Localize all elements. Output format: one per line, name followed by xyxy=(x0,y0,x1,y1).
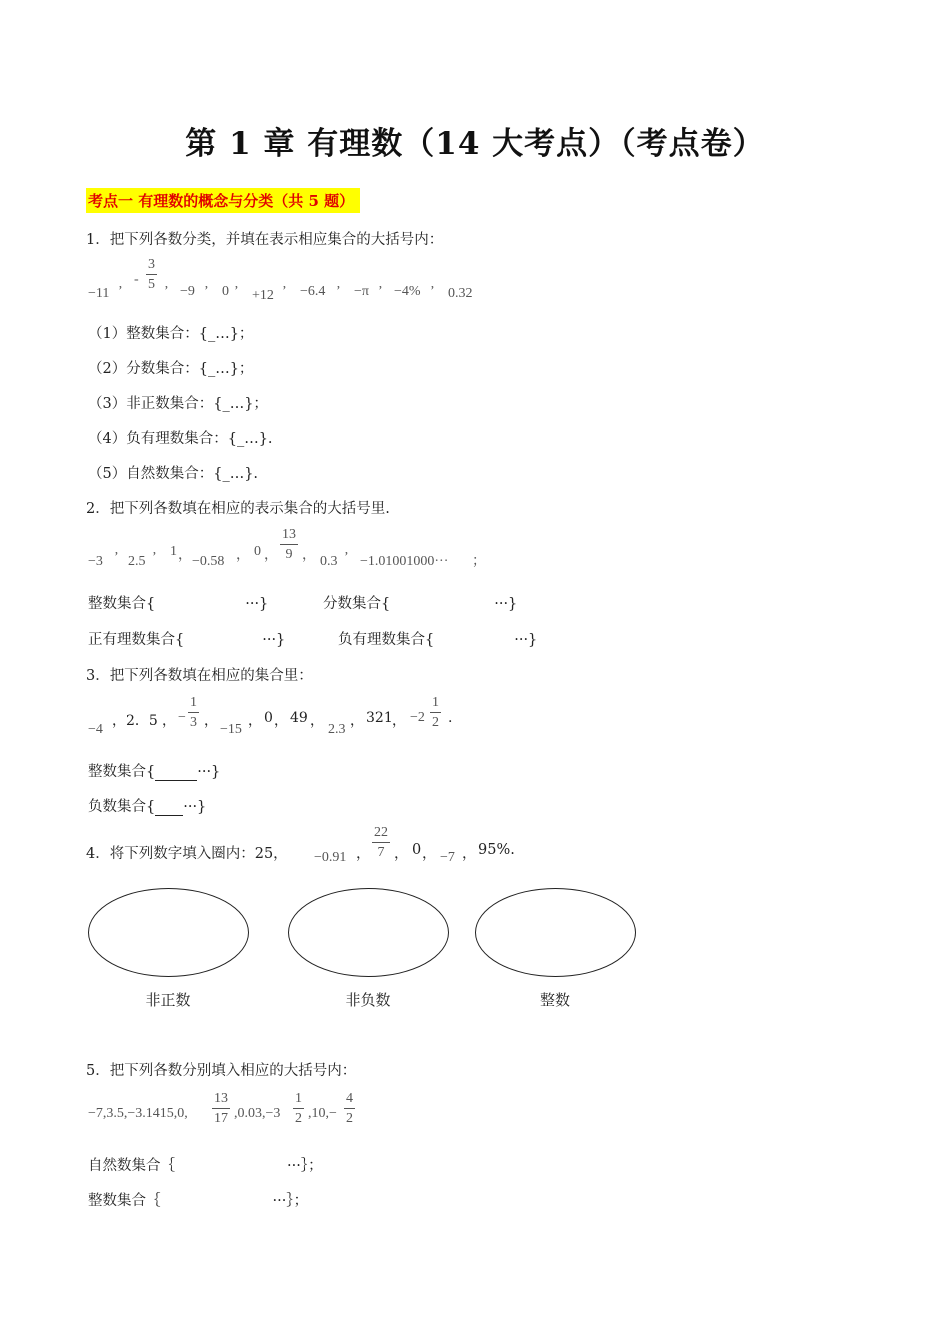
q2-num-a: −3 xyxy=(88,554,103,569)
q4-comma: ， xyxy=(462,846,477,862)
q3-comma: ， xyxy=(392,713,406,729)
q4-num-c: 0 xyxy=(412,842,422,858)
q2-num-h: −1.01001000··· xyxy=(360,554,449,569)
q2-num-b: 2.5 xyxy=(128,554,146,569)
q3-stem: 3．把下列各数填在相应的集合里： xyxy=(86,668,313,684)
q3-num-a: −4 xyxy=(88,722,103,737)
q4-num-a: −0.91 xyxy=(314,850,347,865)
q2-num-f-fraction xyxy=(280,528,298,562)
q5-stem: 5．把下列各数分别填入相应的大括号内： xyxy=(86,1063,357,1079)
q2-num-f-denominator: 9 xyxy=(285,547,293,562)
q2-end: ； xyxy=(472,554,486,569)
q5-fraction-2-denominator: 2 xyxy=(295,1111,302,1126)
q3-integer-set xyxy=(88,760,220,781)
q3-negative-set-label: 负数集合{ xyxy=(88,799,156,815)
q3-negative-set xyxy=(88,795,206,816)
q2-negative-set-label: 负有理数集合{ xyxy=(338,632,435,648)
q5-fraction-3-denominator: 2 xyxy=(346,1111,353,1126)
q1-item-2: （2）分数集合：{_…}； xyxy=(88,361,254,377)
non-negative-label: 非负数 xyxy=(345,991,391,1009)
q3-num-c-fraction xyxy=(188,696,199,730)
q2-integer-set-label: 整数集合{ xyxy=(88,596,156,612)
q3-integer-set-end: ···} xyxy=(197,764,221,780)
q2-num-c: 1 xyxy=(170,544,177,559)
q3-integer-set-label: 整数集合{ xyxy=(88,764,156,780)
q3-end: . xyxy=(448,710,453,726)
q3-num-c-numerator: 1 xyxy=(188,696,199,713)
q1-num-d: 0 xyxy=(222,284,229,299)
q3-num-b: 2．5 xyxy=(126,713,158,729)
q3-num-c-denominator: 3 xyxy=(190,715,197,730)
q1-num-c: −9 xyxy=(180,284,195,299)
q2-sep: ’ xyxy=(114,550,119,565)
q5-part-1: −7,3.5,−3.1415,0, xyxy=(88,1106,188,1121)
q2-negative-set-end: ···} xyxy=(514,632,538,648)
q1-sep: ’ xyxy=(282,284,287,299)
q2-sep: ’ xyxy=(152,550,157,565)
q1-sep: ’ xyxy=(336,284,341,299)
q5-fraction-3-numerator: 4 xyxy=(344,1092,355,1109)
q2-num-g: 0.3 xyxy=(320,554,338,569)
q3-comma: ， xyxy=(274,713,288,729)
q5-fraction-2-numerator: 1 xyxy=(293,1092,304,1109)
q1-sep: ’ xyxy=(430,284,435,299)
q2-sep: ’ xyxy=(344,550,349,565)
q1-stem: 1．把下列各数分类，并填在表示相应集合的大括号内： xyxy=(86,232,444,248)
q3-num-i-numerator: 1 xyxy=(430,696,441,713)
q3-num-f: 49 xyxy=(290,710,308,726)
q3-num-c-sign: − xyxy=(178,710,186,725)
q4-stem: 4．将下列数字填入圈内：25， xyxy=(86,846,288,862)
q1-item-4: （4）负有理数集合：{_…}. xyxy=(88,431,273,447)
page-title: 第 1 章 有理数（14 大考点）（考点卷） xyxy=(185,126,765,162)
q1-item-1: （1）整数集合：{_…}； xyxy=(88,326,254,342)
q1-sep: ’ xyxy=(378,284,383,299)
q3-num-i-whole: −2 xyxy=(410,710,425,725)
q2-comma: ， xyxy=(236,548,250,563)
q4-comma: ， xyxy=(356,846,371,862)
q4-comma: ， xyxy=(422,846,437,862)
q3-comma: ， xyxy=(310,713,324,729)
q3-num-h: 321 xyxy=(366,710,393,726)
q5-integer-set-end: ···｝； xyxy=(272,1193,309,1209)
q3-comma: ， xyxy=(112,713,126,729)
q1-sep: ’ xyxy=(234,284,239,299)
q4-num-e: 95%. xyxy=(478,842,515,858)
q3-comma: ， xyxy=(350,713,364,729)
q5-fraction-2 xyxy=(293,1092,304,1126)
q2-comma: ， xyxy=(178,548,192,563)
section-heading: 考点一 有理数的概念与分类（共 5 题） xyxy=(86,188,360,213)
q4-num-b-numerator: 22 xyxy=(372,826,390,843)
q2-comma: ， xyxy=(264,548,278,563)
q1-num-b-sign: - xyxy=(134,272,139,287)
q4-num-d: −7 xyxy=(440,850,455,865)
q2-positive-set-end: ···} xyxy=(262,632,286,648)
q2-integer-set-end: ···} xyxy=(245,596,269,612)
q1-num-b-numerator: 3 xyxy=(146,258,157,275)
q2-fraction-set xyxy=(323,592,517,613)
q2-stem: 2．把下列各数填在相应的表示集合的大括号里. xyxy=(86,501,390,517)
q3-comma: ， xyxy=(162,713,176,729)
q5-natural-set-end: ···｝； xyxy=(287,1158,323,1174)
q5-fraction-1-denominator: 17 xyxy=(214,1111,228,1126)
q1-num-e: +12 xyxy=(252,288,274,303)
q3-integer-blank[interactable] xyxy=(155,764,197,781)
q1-sep: ’ xyxy=(164,284,169,299)
q1-item-5: （5）自然数集合：{_…}. xyxy=(88,466,259,482)
q1-num-a: −11 xyxy=(88,286,110,301)
q5-part-2: ,0.03,−3 xyxy=(234,1106,281,1121)
q5-integer-set-label: 整数集合｛ xyxy=(88,1193,161,1209)
q2-positive-set xyxy=(88,628,285,649)
q1-num-b-denominator: 5 xyxy=(148,277,155,292)
q2-fraction-set-label: 分数集合{ xyxy=(323,596,391,612)
q1-item-3: （3）非正数集合：{_…}； xyxy=(88,396,268,412)
q2-fraction-set-end: ···} xyxy=(494,596,518,612)
q3-num-d: −15 xyxy=(220,722,242,737)
q2-negative-set xyxy=(338,628,537,649)
q5-natural-set xyxy=(88,1154,323,1175)
q3-comma: ， xyxy=(248,713,262,729)
q3-comma: ， xyxy=(204,713,218,729)
q5-natural-set-label: 自然数集合｛ xyxy=(88,1158,175,1174)
q5-fraction-3 xyxy=(344,1092,355,1126)
q4-num-b-fraction xyxy=(372,826,390,860)
q2-num-f-numerator: 13 xyxy=(280,528,298,545)
q3-num-i-fraction xyxy=(430,696,441,730)
q3-negative-set-end: ···} xyxy=(183,799,207,815)
q1-num-i: 0.32 xyxy=(448,286,473,301)
q1-num-g: −π xyxy=(354,284,369,299)
q2-num-d: −0.58 xyxy=(192,554,225,569)
q1-num-h: −4% xyxy=(394,284,421,299)
q1-sep: ’ xyxy=(118,284,123,299)
q4-num-b-denominator: 7 xyxy=(377,845,385,860)
non-positive-circle[interactable] xyxy=(88,888,249,977)
q5-integer-set xyxy=(88,1189,308,1210)
q3-num-g: 2.3 xyxy=(328,722,346,737)
q1-sep: ’ xyxy=(204,284,209,299)
q1-num-b-fraction xyxy=(146,258,157,292)
q5-part-3: ,10,− xyxy=(308,1106,337,1121)
q3-num-e: 0 xyxy=(264,710,273,726)
q5-fraction-1-numerator: 13 xyxy=(212,1092,230,1109)
q2-positive-set-label: 正有理数集合{ xyxy=(88,632,185,648)
non-negative-circle[interactable] xyxy=(288,888,449,977)
q5-fraction-1 xyxy=(212,1092,230,1126)
integer-label: 整数 xyxy=(539,991,570,1009)
integer-circle[interactable] xyxy=(475,888,636,977)
q4-comma: ， xyxy=(394,846,409,862)
q1-num-f: −6.4 xyxy=(300,284,326,299)
non-positive-label: 非正数 xyxy=(145,991,191,1009)
q2-integer-set xyxy=(88,592,268,613)
q2-num-e: 0 xyxy=(254,544,261,559)
q3-num-i-denominator: 2 xyxy=(432,715,439,730)
q2-comma: ， xyxy=(302,548,316,563)
q3-negative-blank[interactable] xyxy=(155,799,183,816)
